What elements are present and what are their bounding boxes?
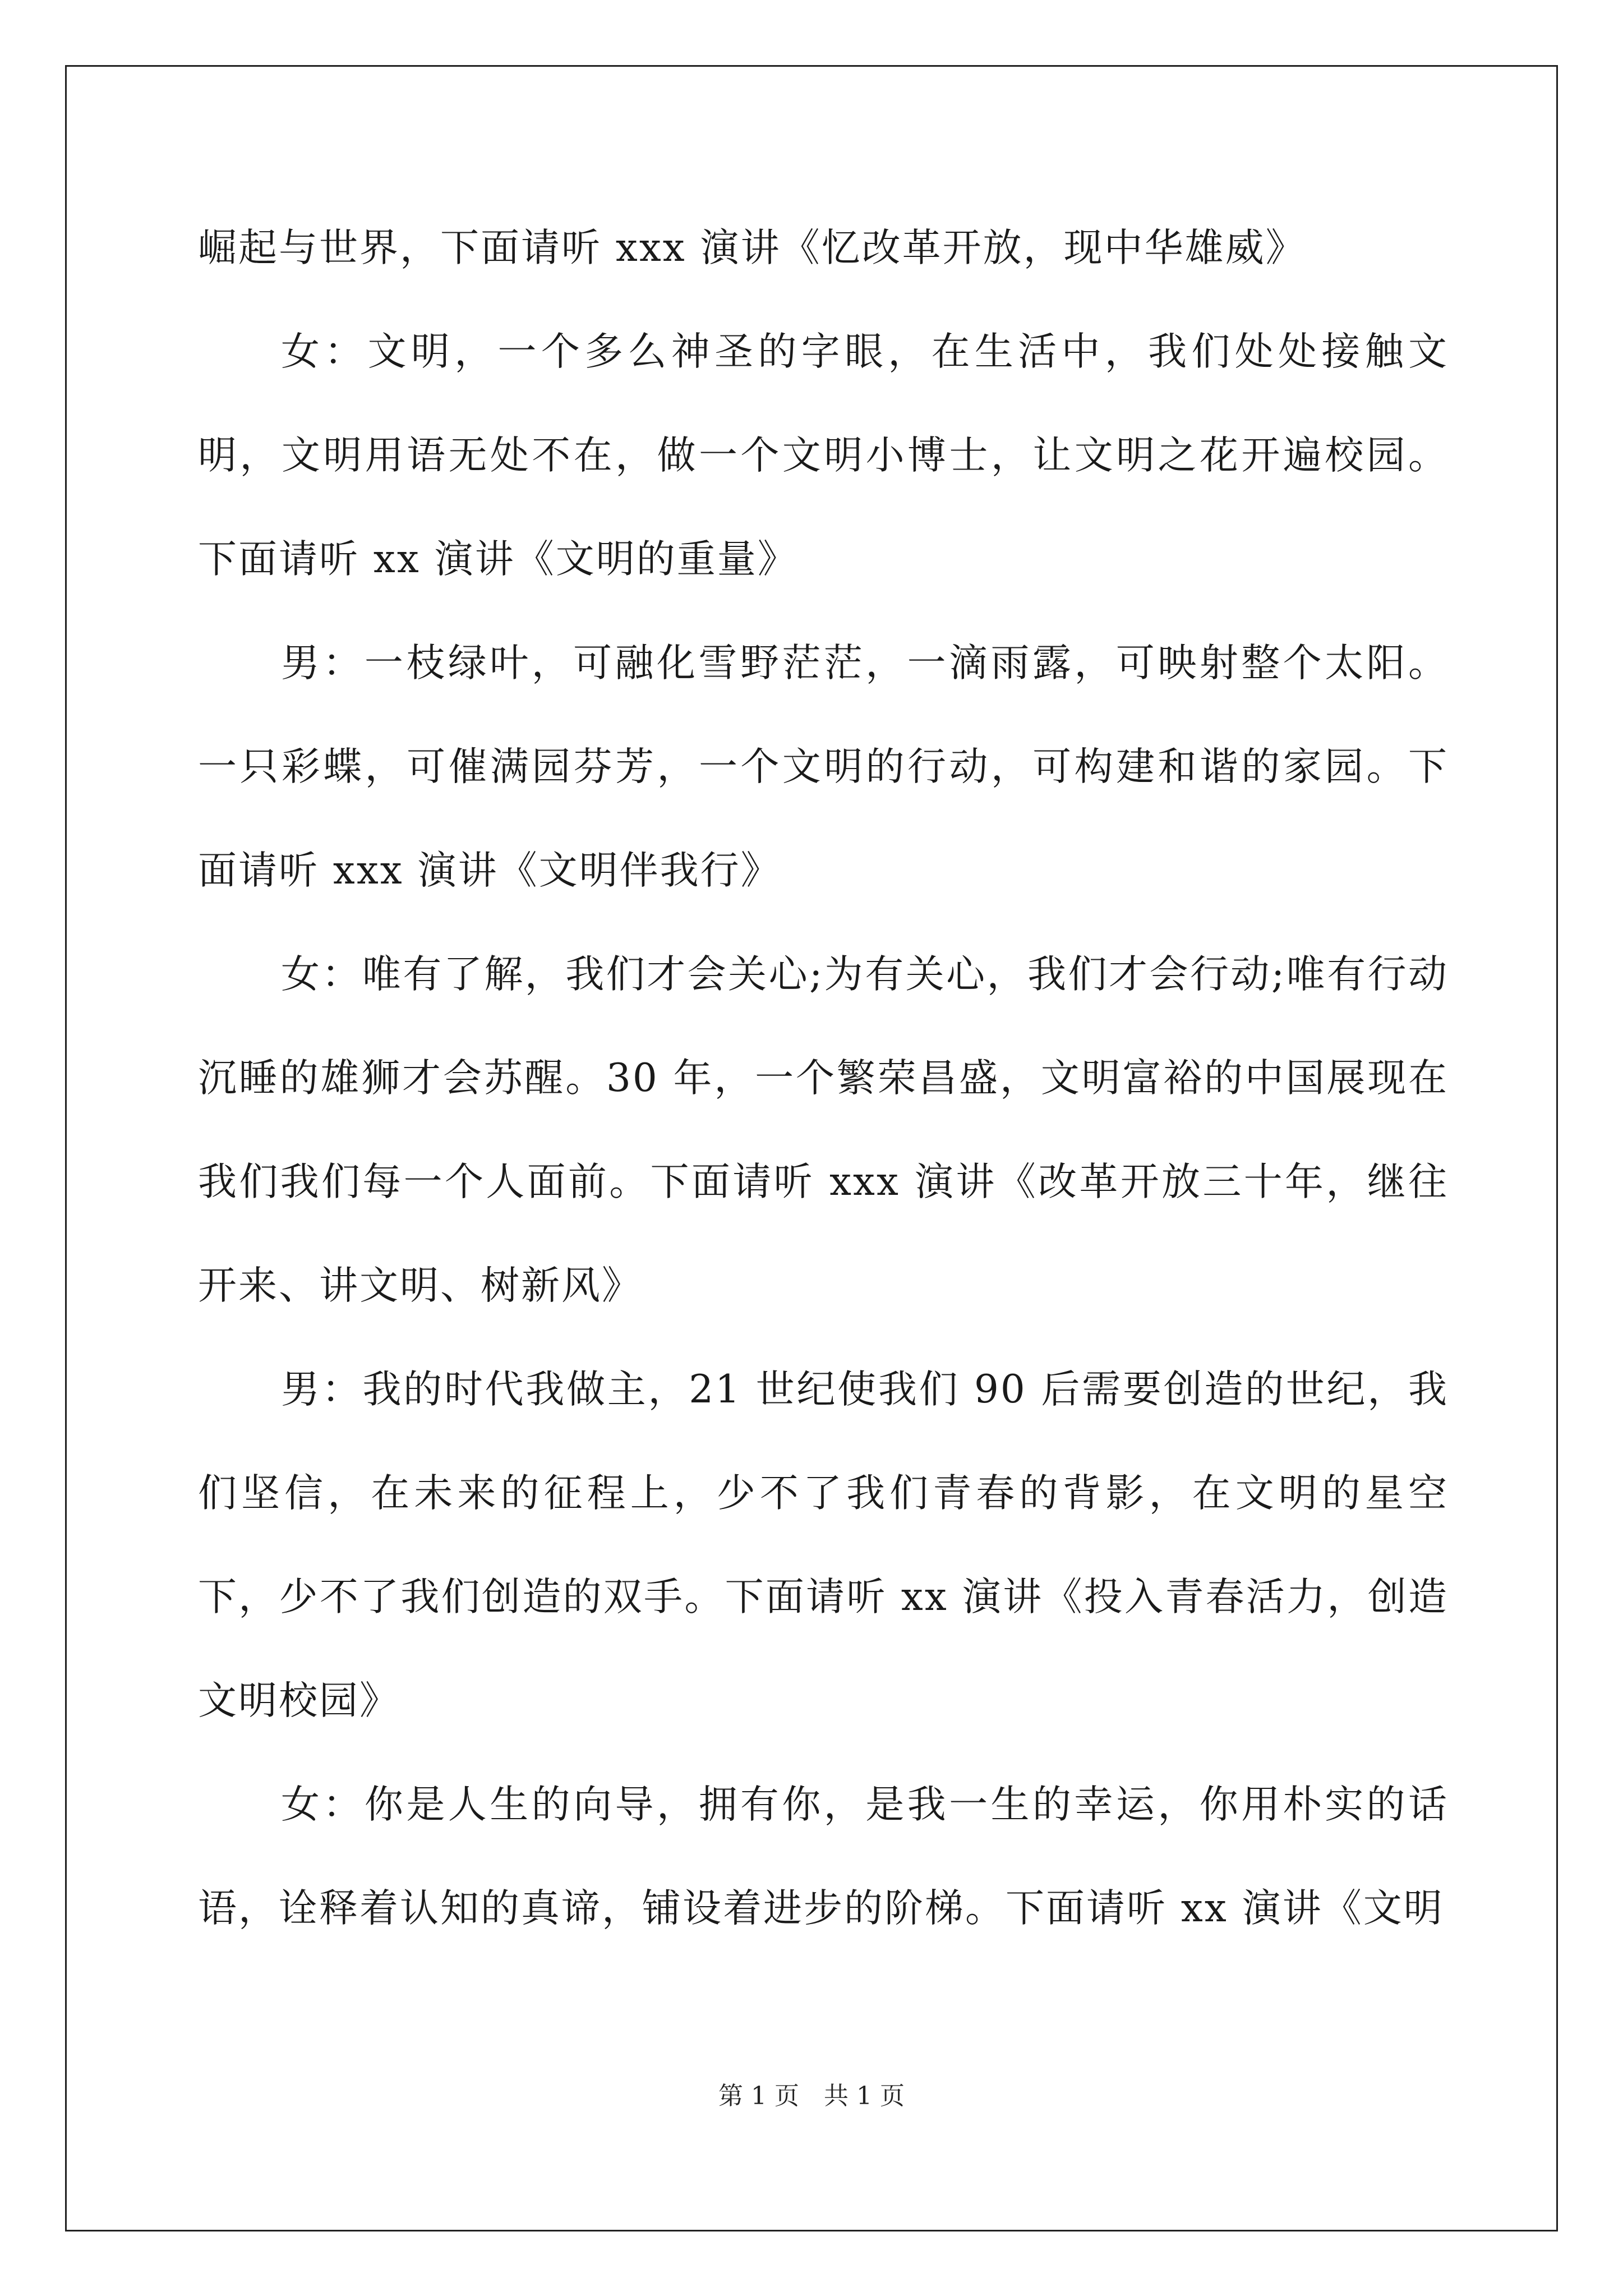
page-number-footer: 第 1 页 共 1 页 — [718, 2082, 905, 2110]
paragraph-2: 女：文明，一个多么神圣的字眼，在生活中，我们处处接触文明，文明用语无处不在，做一个文明小博士，让文明之花开遍校园。下面请听 xx 演讲《文明的重量》 — [198, 329, 1449, 582]
paragraph-3: 男：一枝绿叶，可融化雪野茫茫，一滴雨露，可映射整个太阳。一只彩蝶，可催满园芬芳，一个文明的行动，可构建和谐的家园。下面请听 xxx 演讲《文明伴我行》 — [198, 641, 1449, 893]
paragraph-4: 女：唯有了解，我们才会关心;为有关心，我们才会行动;唯有行动沉睡的雄狮才会苏醒。30 年，一个繁荣昌盛，文明富裕的中国展现在我们我们每一个人面前。下面请听 xxx 演讲《改革开放三十年，继往开来、讲文明、树新风》 — [198, 952, 1449, 1308]
document-body — [198, 196, 1449, 1961]
paragraph-5: 男：我的时代我做主，21 世纪使我们 90 后需要创造的世纪，我们坚信，在未来的征程上，少不了我们青春的背影，在文明的星空下，少不了我们创造的双手。下面请听 xx 演讲《投入青春活力，创造文明校园》 — [198, 1367, 1449, 1723]
paragraph-6: 女：你是人生的向导，拥有你，是我一生的幸运，你用朴实的话语，诠释着认知的真谛，铺设着进步的阶梯。下面请听 xx 演讲《文明 — [198, 1782, 1449, 1931]
paragraph-1: 崛起与世界，下面请听 xxx 演讲《忆改革开放，现中华雄威》 — [198, 226, 1306, 270]
